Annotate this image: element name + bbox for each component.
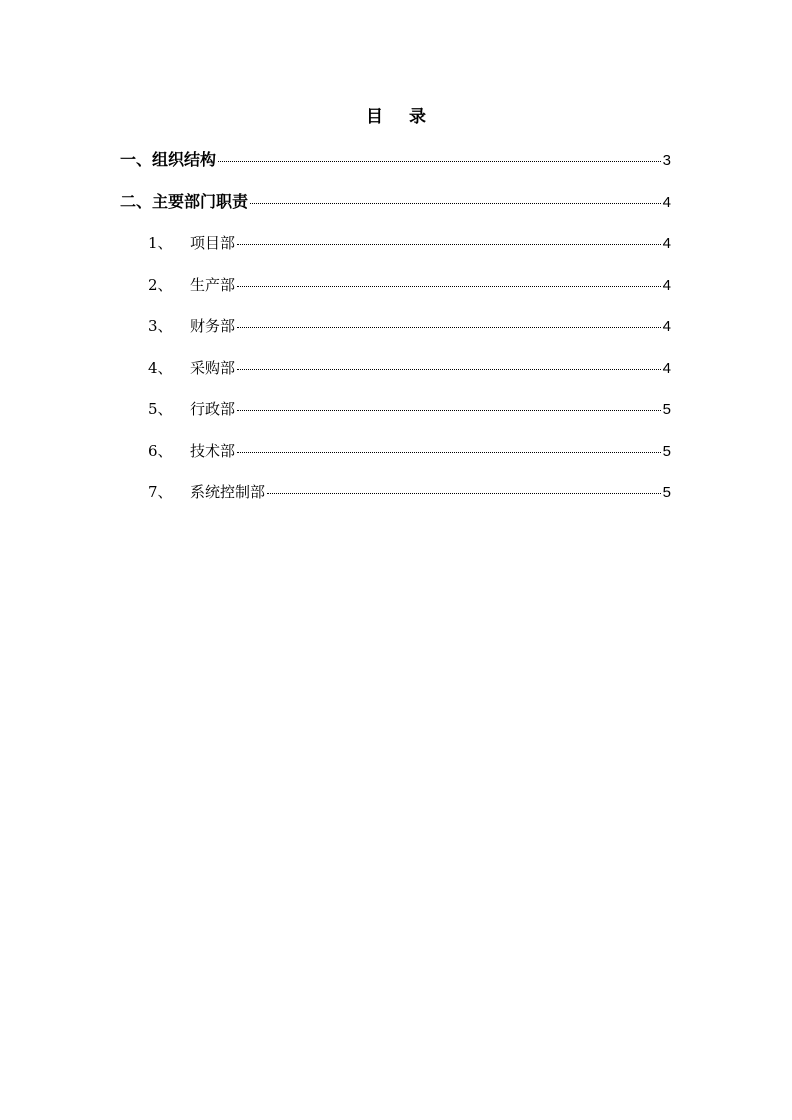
toc-entry-number: 4、	[148, 358, 173, 377]
toc-dot-leader	[237, 409, 661, 411]
toc-entry-page: 4	[662, 318, 671, 335]
toc-entry-label: 系统控制部	[190, 483, 266, 501]
toc-entry-label: 采购部	[190, 358, 236, 377]
toc-entry-page: 5	[662, 442, 671, 460]
toc-entry-number: 7、	[148, 483, 173, 501]
toc-dot-leader	[237, 451, 661, 453]
toc-entry-number: 3、	[148, 317, 173, 335]
toc-entry-finance-dept[interactable]	[120, 314, 671, 356]
toc-entry-page: 5	[662, 401, 671, 418]
toc-entry-page: 3	[662, 152, 671, 169]
toc-entry-project-dept[interactable]	[120, 231, 671, 273]
toc-dot-leader	[267, 492, 661, 494]
toc-entry-purchasing-dept[interactable]	[120, 356, 671, 398]
toc-entry-label: 主要部门职责	[152, 191, 249, 211]
toc-entry-label: 组织结构	[152, 150, 217, 169]
toc-entry-system-control-dept[interactable]	[120, 480, 671, 522]
toc-dot-leader	[237, 326, 661, 328]
toc-entry-number: 5、	[148, 400, 173, 418]
toc-dot-leader	[218, 160, 661, 162]
toc-dot-leader	[237, 368, 661, 370]
toc-entry-label: 行政部	[190, 400, 236, 418]
toc-entry-number: 一、	[120, 150, 153, 169]
toc-entry-number: 1、	[148, 234, 173, 252]
toc-entry-number: 2、	[148, 275, 173, 294]
toc-entry-number: 二、	[120, 191, 153, 211]
toc-entry-page: 4	[662, 359, 671, 377]
toc-entry-org-structure[interactable]	[120, 148, 671, 190]
toc-entry-tech-dept[interactable]	[120, 439, 671, 481]
toc-entry-page: 4	[662, 235, 671, 252]
toc-entry-label: 技术部	[190, 441, 236, 460]
toc-dot-leader	[250, 202, 661, 204]
toc-entry-label: 财务部	[190, 317, 236, 335]
toc-title: 目 录	[366, 107, 436, 127]
toc-entry-label: 项目部	[190, 234, 236, 252]
toc-entry-label: 生产部	[190, 275, 236, 294]
toc-entry-page: 5	[662, 484, 671, 501]
toc-entry-admin-dept[interactable]	[120, 397, 671, 439]
toc-dot-leader	[237, 243, 661, 245]
toc-entry-number: 6、	[148, 441, 173, 460]
toc-entry-page: 4	[662, 276, 671, 294]
toc-list	[120, 148, 671, 522]
toc-entry-page: 4	[662, 193, 671, 211]
toc-dot-leader	[237, 285, 661, 287]
toc-entry-main-duties[interactable]	[120, 190, 671, 232]
toc-entry-production-dept[interactable]	[120, 273, 671, 315]
